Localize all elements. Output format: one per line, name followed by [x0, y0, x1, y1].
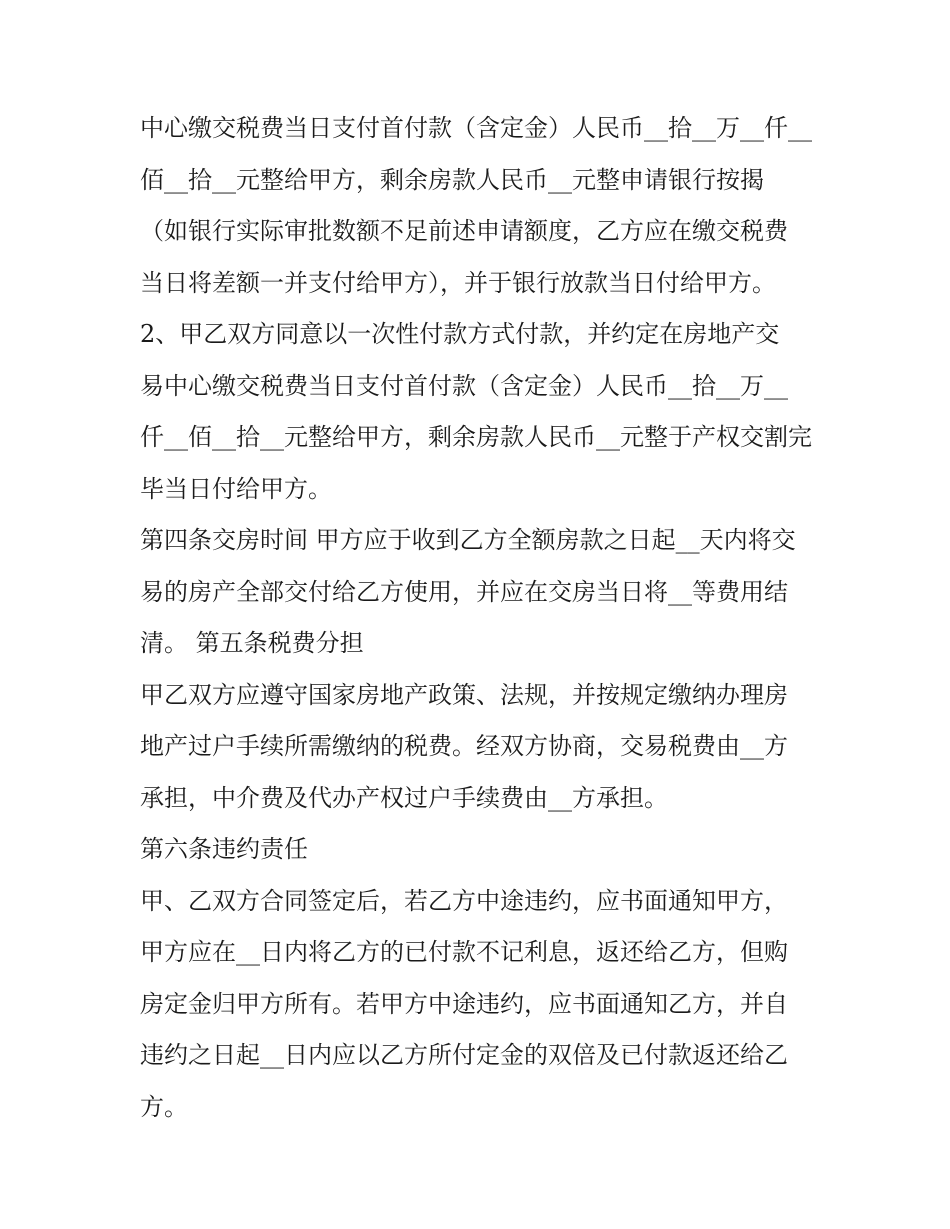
text-line: 当日将差额一并支付给甲方），并于银行放款当日付给甲方。: [140, 268, 776, 297]
text-line: 中心缴交税费当日支付首付款（含定金）人民币__拾__万__仟__: [140, 114, 812, 142]
text-line: 房定金归甲方所有。若甲方中途违约，应书面通知乙方，并自: [140, 989, 788, 1018]
text-line: 佰__拾__元整给甲方，剩余房款人民币__元整申请银行按揭: [140, 165, 764, 194]
contract-text: [140, 103, 820, 1133]
text-line: （如银行实际审批数额不足前述申请额度，乙方应在缴交税费: [140, 217, 788, 245]
text-line: 易中心缴交税费当日支付首付款（含定金）人民币__拾__万__: [140, 371, 788, 400]
text-line: 毕当日付给甲方。: [140, 474, 332, 503]
text-line: 仟__佰__拾__元整给甲方，剩余房款人民币__元整于产权交割完: [140, 423, 812, 451]
text-line: 承担，中介费及代办产权过户手续费由__方承担。: [140, 783, 668, 812]
text-line: 甲方应在__日内将乙方的已付款不记利息，返还给乙方，但购: [140, 938, 788, 966]
text-line: 甲、乙双方合同签定后，若乙方中途违约，应书面通知甲方，: [140, 886, 788, 915]
text-line: 第六条违约责任: [140, 835, 308, 863]
text-line: 地产过户手续所需缴纳的税费。经双方协商，交易税费由__方: [140, 732, 788, 760]
text-line: 违约之日起__日内应以乙方所付定金的双倍及已付款返还给乙: [140, 1041, 788, 1069]
text-line: 第四条交房时间 甲方应于收到乙方全额房款之日起__天内将交: [140, 526, 796, 554]
text-line: 2、甲乙双方同意以一次性付款方式付款，并约定在房地产交: [140, 320, 780, 348]
text-line: 清。 第五条税费分担: [140, 629, 364, 657]
text-line: 甲乙双方应遵守国家房地产政策、法规，并按规定缴纳办理房: [140, 680, 788, 709]
text-line: 方。: [140, 1092, 188, 1121]
text-line: 易的房产全部交付给乙方使用，并应在交房当日将__等费用结: [140, 577, 788, 606]
